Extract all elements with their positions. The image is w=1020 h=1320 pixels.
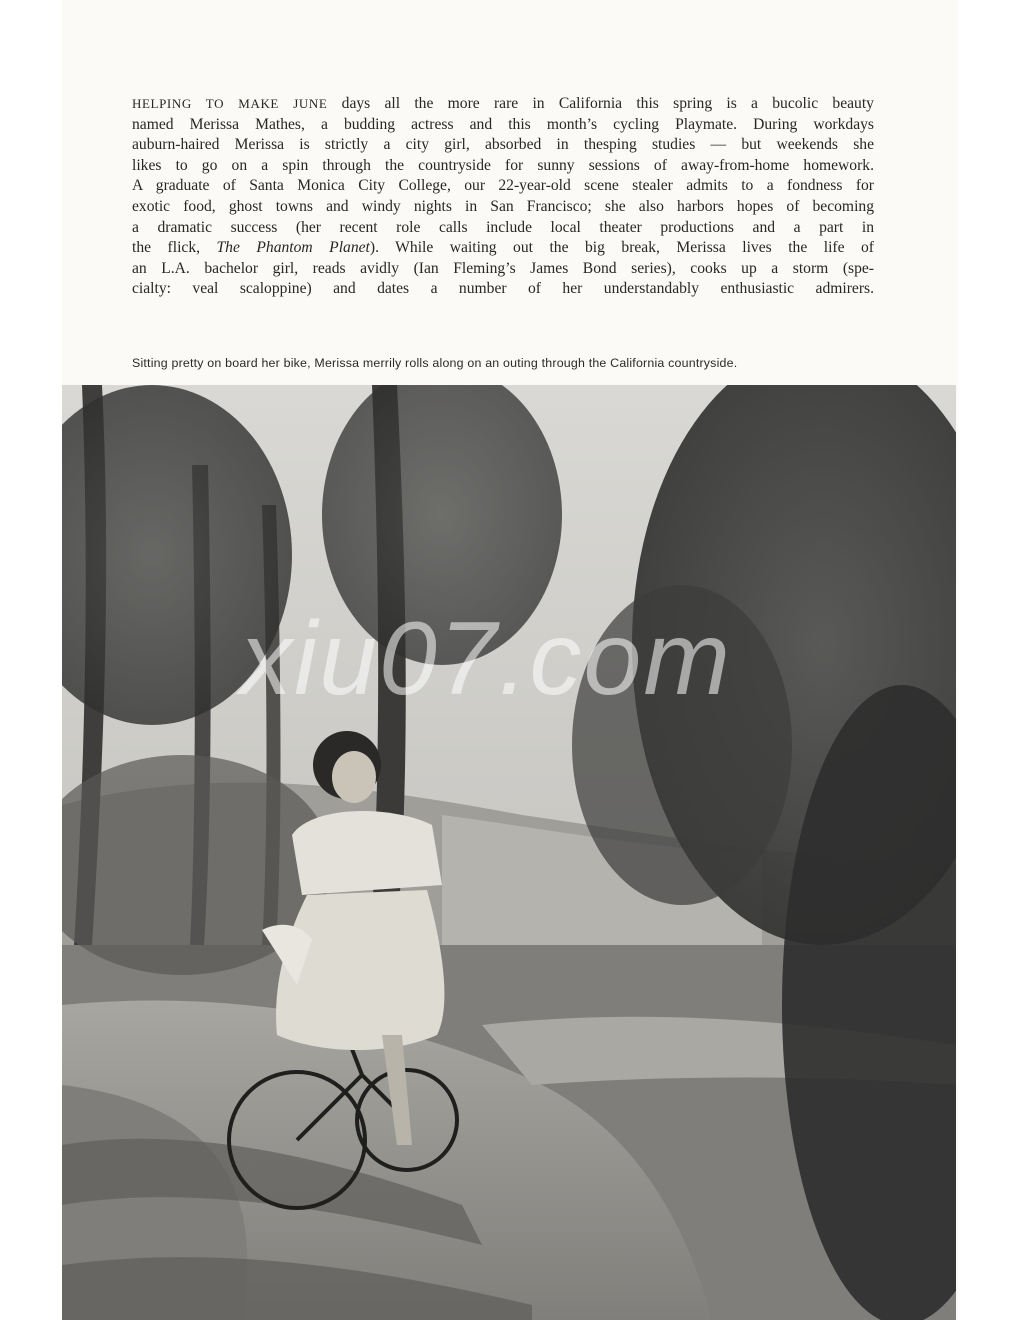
photo-woman-on-bicycle — [62, 385, 956, 1320]
photo-illustration — [62, 385, 956, 1320]
article-line-1: HELPING TO MAKE JUNE days all the more rare in California this spring is a bucolic beauty — [132, 95, 874, 112]
article-body — [132, 94, 874, 300]
article-line-4: likes to go on a spin through the countryside for sunny sessions of away-from-home homework. — [132, 156, 874, 174]
article-line-6: exotic food, ghost towns and windy nights in San Francisco; she also harbors hopes of becoming — [132, 197, 874, 215]
article-line-10: cialty: veal scaloppine) and dates a number of her understandably enthusiastic admirers. — [132, 280, 874, 298]
watermark-text: xiu07.com — [240, 601, 732, 717]
article-line-8: the flick, The Phantom Planet). While waiting out the big break, Merissa lives the life of — [132, 239, 875, 257]
film-title: The Phantom Planet — [216, 239, 370, 257]
lead-in: HELPING TO MAKE JUNE — [132, 96, 328, 111]
article-line-9: an L.A. bachelor girl, reads avidly (Ian Fleming’s James Bond series), cooks up a storm (spe- — [132, 259, 874, 277]
article-line-2: named Merissa Mathes, a budding actress and this month’s cycling Playmate. During workdays — [132, 115, 874, 133]
article-line-5: A graduate of Santa Monica City College, our 22-year-old scene stealer admits to a fondness for — [132, 177, 874, 195]
photo-caption: Sitting pretty on board her bike, Merissa merrily rolls along on an outing through the California countryside. — [132, 356, 738, 370]
article-line-7: a dramatic success (her recent role calls include local theater productions and a part in — [132, 218, 874, 236]
article-line-3: auburn-haired Merissa is strictly a city girl, absorbed in thesping studies — but weekends she — [132, 136, 874, 154]
